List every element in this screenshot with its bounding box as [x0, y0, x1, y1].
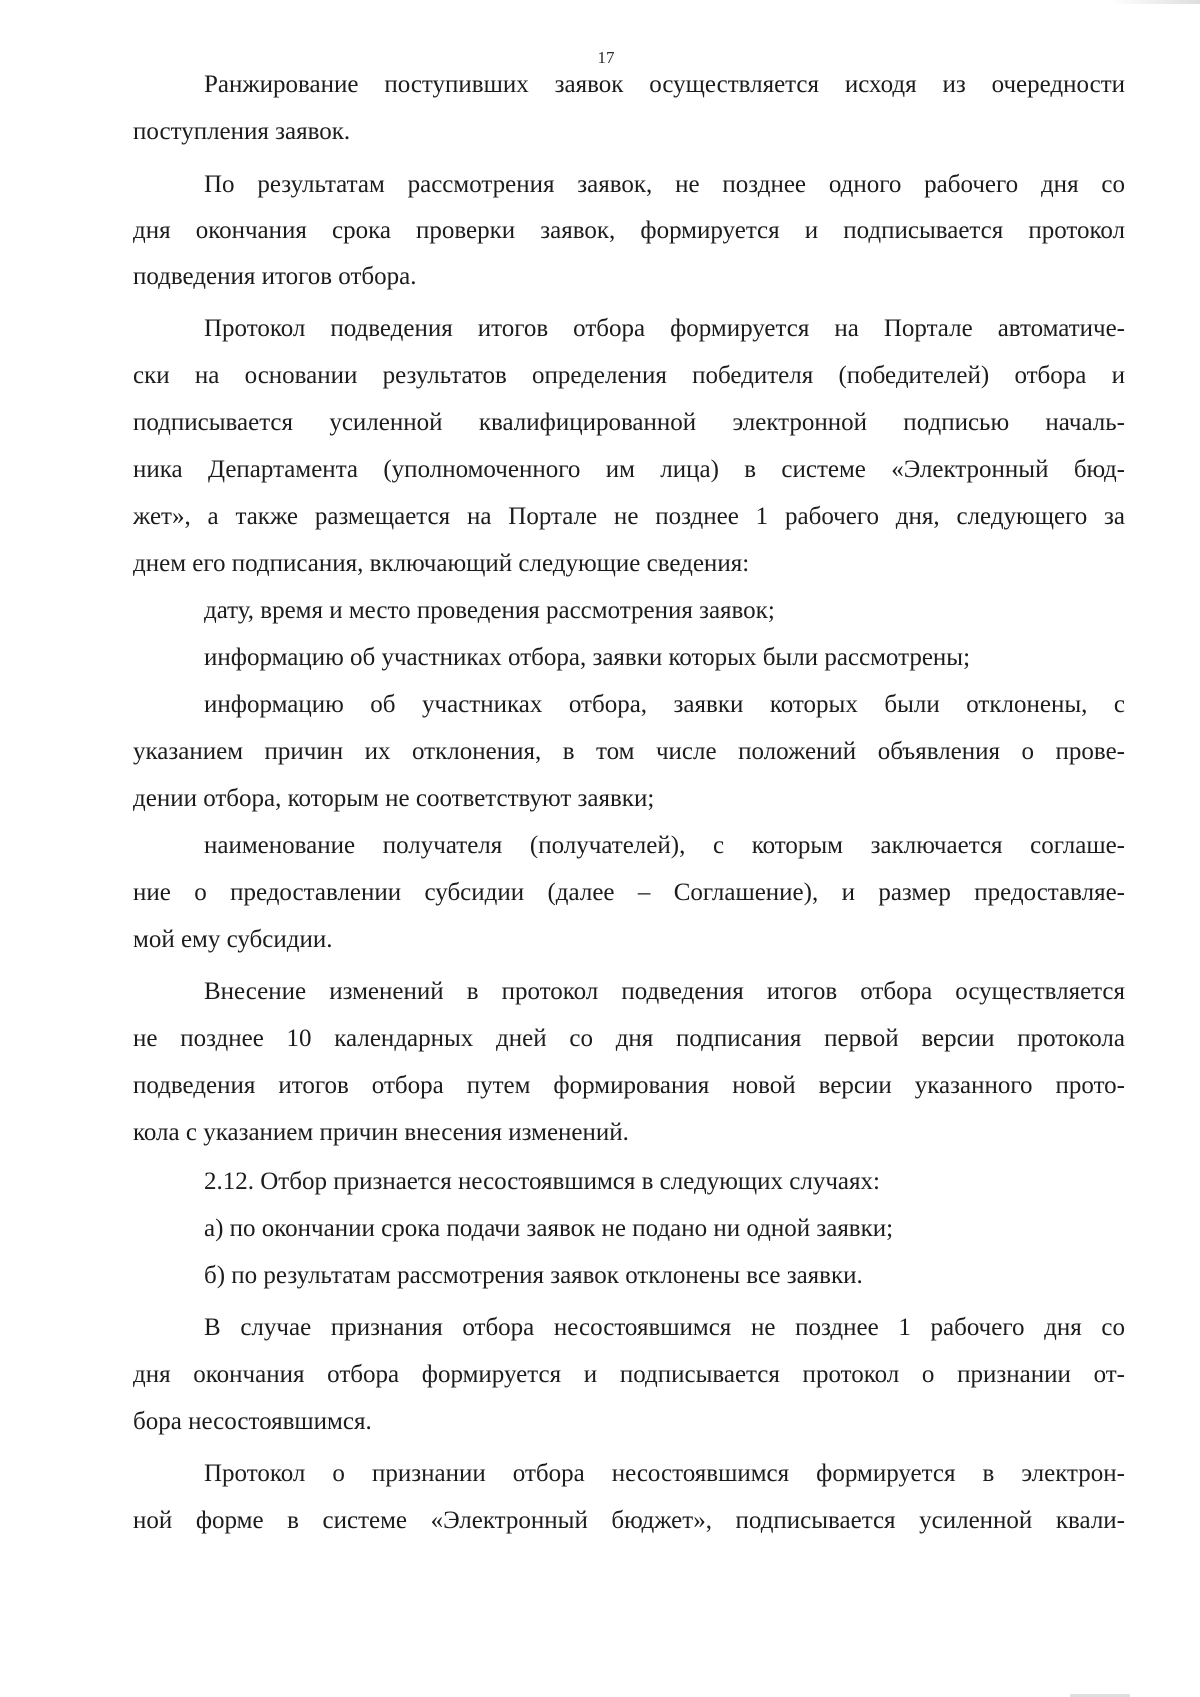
text-line: дня окончания срока проверки заявок, формируется и подписывается протокол — [133, 217, 1125, 244]
text-line: дату, время и место проведения рассмотрения заявок; — [204, 597, 775, 624]
text-line: информацию об участниках отбора, заявки которых были отклонены, с — [204, 691, 1125, 718]
text-line: ние о предоставлении субсидии (далее – Соглашение), и размер предоставляе- — [133, 879, 1125, 906]
text-line: подписывается усиленной квалифицированной электронной подписью началь- — [133, 409, 1125, 436]
text-line: не позднее 10 календарных дней со дня подписания первой версии протокола — [133, 1025, 1125, 1052]
page-number: 17 — [597, 48, 615, 67]
text-line: По результатам рассмотрения заявок, не позднее одного рабочего дня со — [204, 171, 1125, 198]
text-line: подведения итогов отбора. — [133, 263, 417, 290]
text-line: кола с указанием причин внесения изменений. — [133, 1119, 629, 1146]
text-line: указанием причин их отклонения, в том числе положений объявления о прове- — [133, 738, 1125, 765]
text-line: Протокол подведения итогов отбора формируется на Портале автоматиче- — [204, 315, 1125, 342]
text-line: ски на основании результатов определения победителя (победителей) отбора и — [133, 362, 1125, 389]
text-line: б) по результатам рассмотрения заявок отклонены все заявки. — [204, 1262, 863, 1289]
text-line: подведения итогов отбора путем формирования новой версии указанного прото- — [133, 1072, 1125, 1099]
text-line: 2.12. Отбор признается несостоявшимся в следующих случаях: — [204, 1168, 880, 1195]
text-line: мой ему субсидии. — [133, 926, 333, 953]
scan-edge-mark — [1110, 0, 1200, 4]
text-line: днем его подписания, включающий следующие сведения: — [133, 550, 750, 577]
text-line: Протокол о признании отбора несостоявшимся формируется в электрон- — [204, 1460, 1125, 1487]
text-line: а) по окончании срока подачи заявок не подано ни одной заявки; — [204, 1215, 894, 1242]
text-line: В случае признания отбора несостоявшимся не позднее 1 рабочего дня со — [204, 1314, 1125, 1341]
text-line: Внесение изменений в протокол подведения итогов отбора осуществляется — [204, 978, 1125, 1005]
text-line: поступления заявок. — [133, 118, 351, 145]
text-line: ника Департамента (уполномоченного им лица) в системе «Электронный бюд- — [133, 456, 1125, 483]
text-line: дня окончания отбора формируется и подписывается протокол о признании от- — [133, 1361, 1125, 1388]
text-line: дении отбора, которым не соответствуют заявки; — [133, 785, 655, 812]
text-line: информацию об участниках отбора, заявки которых были рассмотрены; — [204, 644, 971, 671]
text-line: жет», а также размещается на Портале не позднее 1 рабочего дня, следующего за — [133, 503, 1125, 530]
text-line: наименование получателя (получателей), с которым заключается соглаше- — [204, 832, 1125, 859]
text-line: ной форме в системе «Электронный бюджет», подписывается усиленной квали- — [133, 1507, 1125, 1534]
text-line: Ранжирование поступивших заявок осуществляется исходя из очередности — [204, 71, 1125, 98]
text-line: бора несостоявшимся. — [133, 1408, 372, 1435]
